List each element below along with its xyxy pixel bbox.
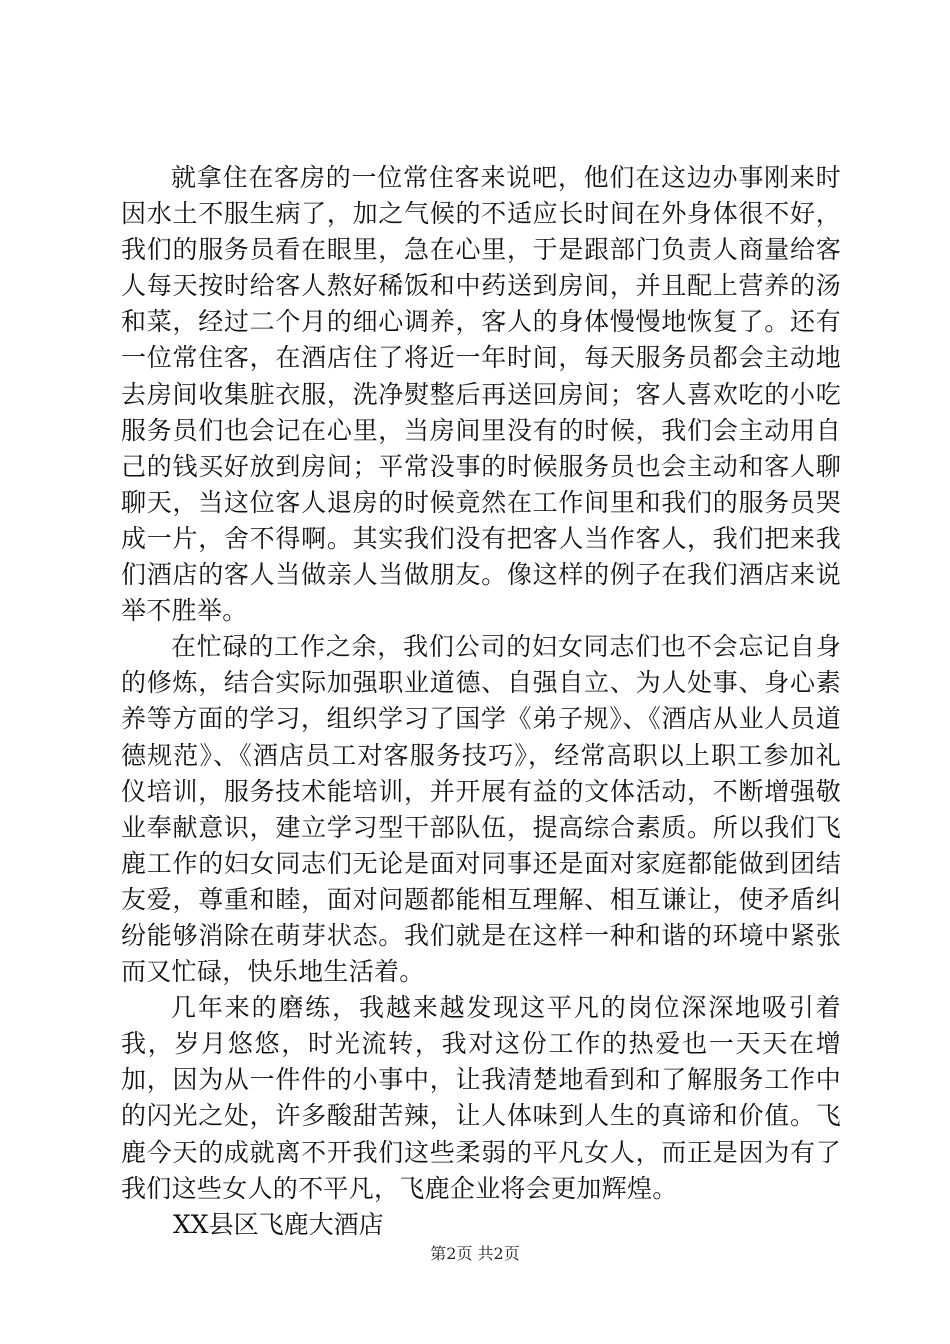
paragraph-1: 就拿住在客房的一位常住客来说吧，他们在这边办事刚来时因水土不服生病了，加之气候的不适应长时间在外身体很不好，我们的服务员看在眼里，急在心里，于是跟部门负责人商量给客人每天按时给客人熬好稀饭和中药送到房间，并且配上营养的汤和菜，经过二个月的细心调养，客人的身体慢慢地恢复了。还有一位常住客，在酒店住了将近一年时间，每天服务员都会主动地去房间收集脏衣服，洗净熨整后再送回房间；客人喜欢吃的小吃服务员们也会记在心里，当房间里没有的时候，我们会主动用自己的钱买好放到房间；平常没事的时候服务员也会主动和客人聊聊天，当这位客人退房的时候竟然在工作间里和我们的服务员哭成一片，舍不得啊。其实我们没有把客人当作客人，我们把来我们酒店的客人当做亲人当做朋友。像这样的例子在我们酒店来说举不胜举。 [121, 163, 841, 626]
document-body [121, 160, 841, 1243]
paragraph-3: 几年来的磨练，我越来越发现这平凡的岗位深深地吸引着我，岁月悠悠，时光流转，我对这份工作的热爱也一天天在增加，因为从一件件的小事中，让我清楚地看到和了解服务工作中的闪光之处，许多酸甜苦辣，让人体味到人生的真谛和价值。飞鹿今天的成就离不开我们这些柔弱的平凡女人，而正是因为有了我们这些女人的不平凡，飞鹿企业将会更加辉煌。 [121, 993, 841, 1203]
signature-line: XX县区飞鹿大酒店 [173, 1209, 384, 1239]
paragraph-2: 在忙碌的工作之余，我们公司的妇女同志们也不会忘记自身的修炼，结合实际加强职业道德、自强自立、为人处事、身心素养等方面的学习，组织学习了国学《弟子规》、《酒店从业人员道德规范》、《酒店员工对客服务技巧》，经常高职以上职工参加礼仪培训，服务技术能培训，并开展有益的文体活动，不断增强敬业奉献意识，建立学习型干部队伍，提高综合素质。所以我们飞鹿工作的妇女同志们无论是面对同事还是面对家庭都能做到团结友爱，尊重和睦，面对问题都能相互理解、相互谦让，使矛盾纠纷能够消除在萌芽状态。我们就是在这样一种和谐的环境中紧张而又忙碌，快乐地生活着。 [121, 632, 841, 987]
page-footer: 第2页 共2页 [430, 1244, 520, 1263]
